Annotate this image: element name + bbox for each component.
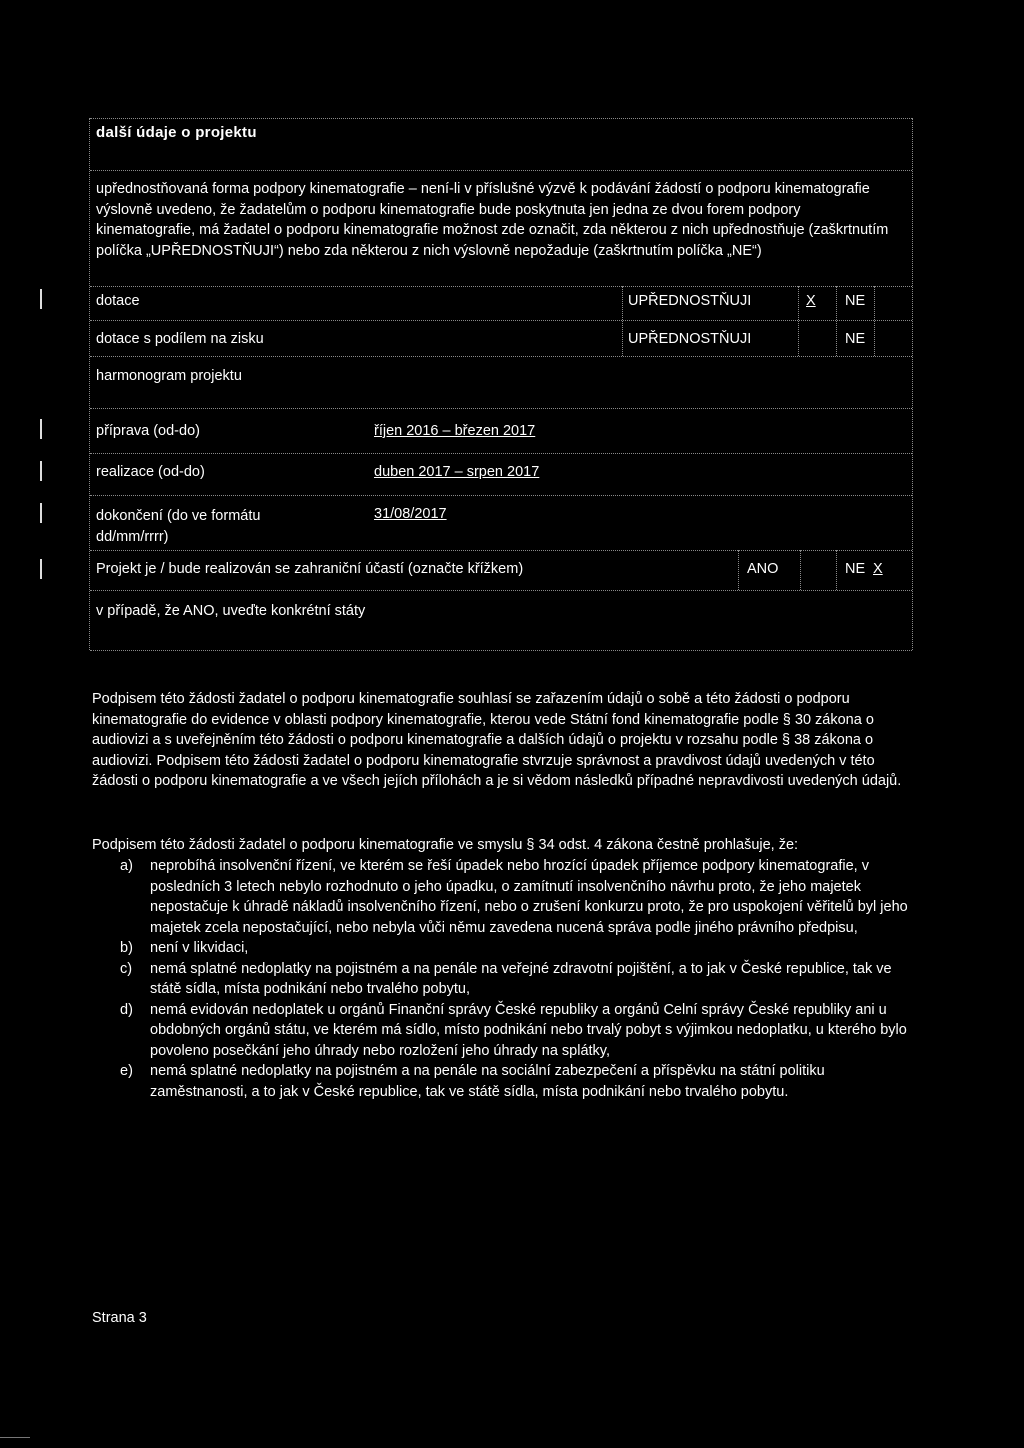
foreign-divider: [90, 590, 912, 591]
margin-mark: [40, 289, 42, 309]
section-heading: další údaje o projektu: [96, 124, 257, 141]
list-item: [120, 856, 910, 938]
schedule-divider: [90, 408, 912, 409]
foreign-no-mark[interactable]: X: [873, 561, 883, 577]
declaration-consent: Podpisem této žádosti žadatel o podporu kinematografie souhlasí se zařazením údajů o sobě a této žádosti o podporu kinematografie do evidence v oblasti podpory kinematografie, kterou vede Státní fond kinematografie podle § 30 zákona o audiovizi a s uveřejněním této žádosti o podporu kinematografie a dalších údajů o projektu v rozsahu podle § 38 zákona o audiovizi. Podpisem této žádosti žadatel o podporu kinematografie stvrzuje správnost a pravdivost údajů uvedených v této žádosti o podporu kinematografie a ve všech jejích přílohách a je si vědom následků případné nepravdivosti uvedených údajů.: [92, 691, 902, 789]
margin-mark: [40, 503, 42, 523]
yes-cell-left: [738, 550, 739, 590]
list-letter: e): [120, 1063, 133, 1079]
list-item: [120, 938, 910, 959]
intro-divider: [90, 286, 912, 287]
list-text: neprobíhá insolvenční řízení, ve kterém se řeší úpadek nebo hrozící úpadek příjemce podpory kinematografie, v posledních 3 letech nebylo rozhodnuto o jeho úpadku, o zamítnutí insolvenčního návrhu proto, že jeho majetek nepostačuje k úhradě nákladů insolvenčního řízení, nebo o zrušení konkurzu proto, že pro uspokojení věřitelů byl jeho majetek zcela nepostačující, nebo nebyla vůči němu zavedena nucená správa podle jiného právního předpisu,: [150, 858, 908, 936]
margin-mark: [40, 419, 42, 439]
list-text: nemá splatné nedoplatky na pojistném a na penále na veřejné zdravotní pojištění, a to jak v České republice, tak ve státě sídla, místa podnikání nebo trvalého pobytu,: [150, 960, 892, 997]
list-item: [120, 959, 910, 1000]
schedule-divider-3: [90, 550, 912, 551]
frame-bottom-line: [90, 650, 912, 651]
declaration-affidavit-intro: Podpisem této žádosti žadatel o podporu kinematografie ve smyslu § 34 odst. 4 zákona čestně prohlašuje, že:: [92, 837, 799, 853]
list-letter: d): [120, 1001, 133, 1018]
foreign-no-option[interactable]: NE: [845, 561, 866, 577]
section-intro: upřednostňovaná forma podpory kinematografie – není-li v příslušné výzvě k podávání žádostí o podporu kinematografie výslovně uvedeno, že žadatelům o podporu kinematografie bude poskytnuta jen jedna ze dvou forem podpory kinematografie, má žadatel o podporu kinematografie možnost zde označit, zda některou z nich upřednostňuje (zaškrtnutím políčka „UPŘEDNOSTŇUJI“) nebo zda některou z nich výslovně nepožaduje (zaškrtnutím políčka „NE“): [96, 181, 889, 259]
schedule-label-completion: dokončení (do ve formátu dd/mm/rrrr): [96, 508, 261, 545]
schedule-label-realization: realizace (od-do): [96, 464, 205, 480]
margin-mark: [40, 461, 42, 481]
list-letter: b): [120, 940, 133, 956]
list-text: není v likvidaci,: [150, 940, 249, 956]
prefer-option-profit[interactable]: UPŘEDNOSTŇUJI: [628, 331, 752, 347]
foreign-countries-label: v případě, že ANO, uveďte konkrétní státy: [96, 603, 366, 619]
bottom-corner-line: [0, 1437, 30, 1438]
support-form-label-dotace: dotace: [96, 293, 140, 309]
no-option-dotace[interactable]: NE: [845, 293, 866, 309]
no-foreign-cell-left: [836, 550, 837, 590]
schedule-label-preparation: příprava (od-do): [96, 423, 200, 439]
margin-mark: [40, 559, 42, 579]
schedule-heading: harmonogram projektu: [96, 368, 242, 384]
yes-cell-right: [800, 550, 801, 590]
prefer-cell-right: [798, 286, 799, 356]
list-item: [120, 1061, 910, 1102]
no-cell-left: [836, 286, 837, 356]
list-letter: c): [120, 960, 133, 977]
frame-left-line: [89, 118, 90, 650]
list-item: [120, 1000, 910, 1062]
foreign-yes-option[interactable]: ANO: [747, 561, 779, 577]
frame-right-line: [912, 118, 913, 650]
schedule-divider-2: [90, 495, 912, 496]
heading-divider: [90, 170, 912, 171]
prefer-cell-left: [622, 286, 623, 356]
no-cell-right: [874, 286, 875, 356]
checkbox-mark-dotace[interactable]: X: [806, 293, 816, 309]
prefer-option-dotace[interactable]: UPŘEDNOSTŇUJI: [628, 293, 752, 309]
list-text: nemá evidován nedoplatek u orgánů Finanční správy České republiky a orgánů Celní správy České republiky ani u obdobných orgánů státu, ve kterém má sídlo, místo podnikání nebo trvalý pobyt s výjimkou nedoplatku, u kterého bylo povoleno posečkání jeho úhrady nebo rozložení jeho úhrady na splátky,: [150, 1001, 907, 1059]
list-text: nemá splatné nedoplatky na pojistném a na penále na sociální zabezpečení a příspěvku na státní politiku zaměstnanosti, a to jak v České republice, tak ve státě sídla, místa podnikání nebo trvalého pobytu.: [150, 1063, 825, 1100]
support-form-label-profit: dotace s podílem na zisku: [96, 331, 264, 347]
schedule-value-preparation[interactable]: říjen 2016 – březen 2017: [374, 423, 536, 439]
frame-top-line: [90, 118, 912, 119]
list-letter: a): [120, 858, 133, 874]
schedule-value-completion[interactable]: 31/08/2017: [374, 506, 447, 522]
schedule-value-realization[interactable]: duben 2017 – srpen 2017: [374, 464, 540, 480]
no-option-profit[interactable]: NE: [845, 331, 866, 347]
declaration-affidavit-list: [120, 856, 910, 1102]
row-divider-1: [90, 320, 912, 321]
schedule-divider-1: [90, 453, 912, 454]
row-divider-2: [90, 356, 912, 357]
foreign-question: Projekt je / bude realizován se zahraniční účastí (označte křížkem): [96, 561, 524, 577]
page-number: Strana 3: [92, 1310, 147, 1326]
